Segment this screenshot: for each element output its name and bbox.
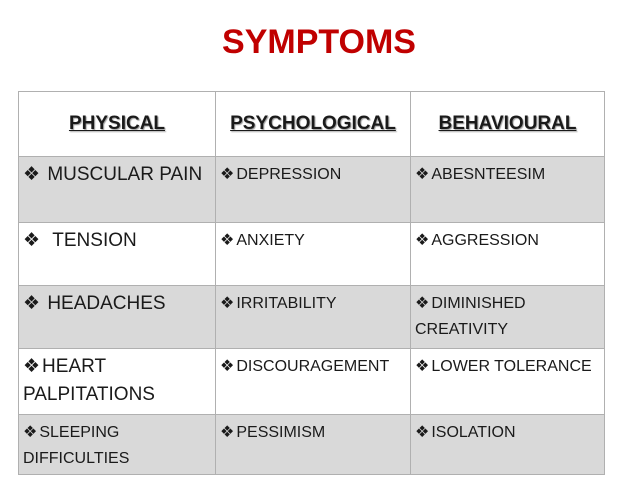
cell-behavioural: ❖ LOWER TOLERANCE: [411, 349, 605, 415]
bullet-icon: ❖: [220, 358, 235, 375]
bullet-icon: ❖: [220, 232, 235, 249]
cell-psychological: ❖ PESSIMISM: [216, 415, 411, 475]
cell-behavioural: ❖ ABESNTEESIM: [411, 157, 605, 223]
bullet-icon: ❖: [220, 424, 235, 441]
header-row: [19, 92, 605, 157]
bullet-icon: ❖: [23, 293, 41, 314]
bullet-icon: ❖: [415, 232, 430, 249]
bullet-icon: ❖: [23, 230, 41, 251]
header-psychological: PSYCHOLOGICAL: [216, 92, 411, 157]
cell-psychological: ❖ DISCOURAGEMENT: [216, 349, 411, 415]
cell-physical: ❖ TENSION: [19, 223, 216, 286]
header-behavioural: BEHAVIOURAL: [411, 92, 605, 157]
table-row: [19, 415, 605, 475]
bullet-icon: ❖: [415, 424, 430, 441]
cell-psychological: ❖ ANXIETY: [216, 223, 411, 286]
bullet-icon: ❖: [23, 424, 38, 441]
symptoms-table: [18, 91, 605, 475]
bullet-icon: ❖: [220, 166, 235, 183]
cell-psychological: ❖ DEPRESSION: [216, 157, 411, 223]
table-row: [19, 286, 605, 349]
cell-behavioural: ❖ ISOLATION: [411, 415, 605, 475]
bullet-icon: ❖: [23, 356, 41, 377]
table-row: [19, 157, 605, 223]
cell-physical: ❖ HEART PALPITATIONS: [19, 349, 216, 415]
table-row: [19, 223, 605, 286]
bullet-icon: ❖: [23, 164, 41, 185]
header-physical: PHYSICAL: [19, 92, 216, 157]
cell-behavioural: ❖ DIMINISHED CREATIVITY: [411, 286, 605, 349]
bullet-icon: ❖: [220, 295, 235, 312]
bullet-icon: ❖: [415, 166, 430, 183]
cell-behavioural: ❖ AGGRESSION: [411, 223, 605, 286]
cell-psychological: ❖ IRRITABILITY: [216, 286, 411, 349]
bullet-icon: ❖: [415, 358, 430, 375]
table-row: [19, 349, 605, 415]
cell-physical: ❖ SLEEPING DIFFICULTIES: [19, 415, 216, 475]
bullet-icon: ❖: [415, 295, 430, 312]
cell-physical: ❖ MUSCULAR PAIN: [19, 157, 216, 223]
slide-title: SYMPTOMS: [222, 23, 416, 61]
cell-physical: ❖ HEADACHES: [19, 286, 216, 349]
